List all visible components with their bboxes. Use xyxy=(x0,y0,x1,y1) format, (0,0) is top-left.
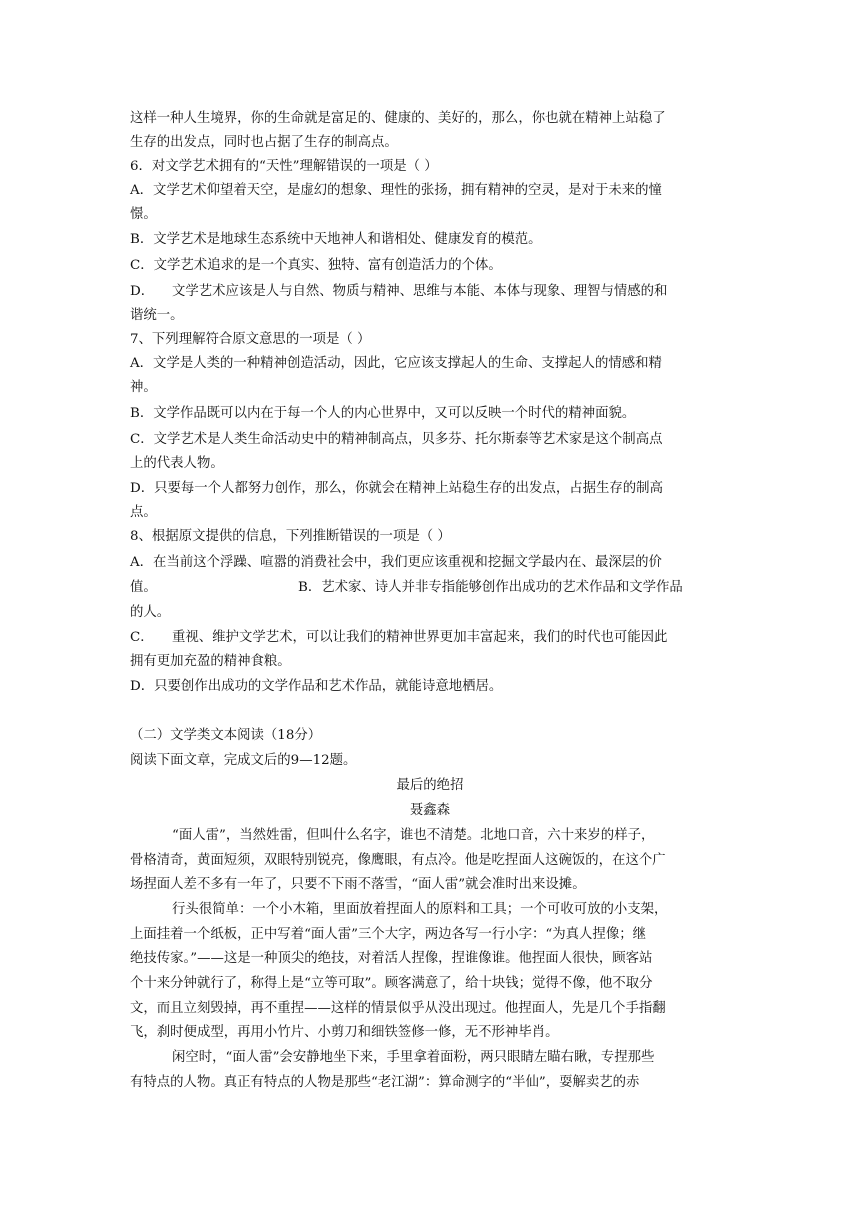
question-6: 6．对文学艺术拥有的“天性”理解错误的一项是（ ） xyxy=(130,159,438,174)
paragraph-line: 个十来分钟就行了，称得上是“立等可取”。顾客满意了，给十块钱；觉得不像，他不取分 xyxy=(130,976,653,991)
text-line: 这样一种人生境界，你的生命就是富足的、健康的、美好的，那么，你也就在精神上站稳了 xyxy=(130,111,666,126)
option-c-label: C． xyxy=(130,630,154,645)
option-d: D．只要每一个人都努力创作，那么，你就会在精神上站稳生存的出发点，占据生存的制高 xyxy=(130,481,663,496)
option-a: A．文学是人类的一种精神创造活动，因此，它应该支撑起人的生命、支撑起人的情感和精 xyxy=(130,356,662,371)
option-b: B．文学艺术是地球生态系统中天地神人和谐相处、健康发育的模范。 xyxy=(130,232,542,247)
option-d-cont: 谐统一。 xyxy=(130,308,184,323)
option-a: A．文学艺术仰望着天空，是虚幻的想象、理性的张扬，拥有精神的空灵，是对于未来的憧 xyxy=(130,183,662,198)
option-b-cont: 的人。 xyxy=(130,605,171,620)
paragraph-line: 有特点的人物。真正有特点的人物是那些“老江湖”：算命测字的“半仙”，耍解卖艺的赤 xyxy=(130,1075,640,1090)
option-c-cont: 拥有更加充盈的精神食粮。 xyxy=(130,654,291,669)
paragraph-line: 上面挂着一个纸板，正中写着“面人雷”三个大字，两边各写一行小字：“为真人捏像；继 xyxy=(130,927,646,942)
article-title: 最后的绝招 xyxy=(396,778,464,793)
article-author: 聂鑫森 xyxy=(409,803,451,818)
paragraph-line: 飞，刹时便成型，再用小竹片、小剪刀和细铁签修一修，无不形神毕肖。 xyxy=(130,1025,559,1040)
option-a-cont: 值。 xyxy=(130,580,157,595)
option-b: B．艺术家、诗人并非专指能够创作出成功的艺术作品和文学作品 xyxy=(298,580,683,595)
paragraph-line: 闲空时，“面人雷”会安静地坐下来，手里拿着面粉，两只眼睛左瞄右瞅，专捏那些 xyxy=(172,1050,655,1065)
section-heading: （二）文学类文本阅读（18分） xyxy=(130,728,322,743)
option-d-label: D． xyxy=(130,284,155,299)
option-d-cont: 点。 xyxy=(130,505,157,520)
option-a-cont: 神。 xyxy=(130,380,157,395)
option-a: A．在当前这个浮躁、喧嚣的消费社会中，我们更应该重视和挖掘文学最内在、最深层的价 xyxy=(130,555,662,570)
paragraph-line: “面人雷”，当然姓雷，但叫什么名字，谁也不清楚。北地口音，六十来岁的样子， xyxy=(172,828,655,843)
paragraph-line: 行头很简单：一个小木箱，里面放着捏面人的原料和工具；一个可收可放的小支架， xyxy=(172,902,668,917)
option-d: D．只要创作出成功的文学作品和艺术作品，就能诗意地栖居。 xyxy=(130,679,503,694)
text-line: 生存的出发点，同时也占据了生存的制高点。 xyxy=(130,135,398,150)
paragraph-line: 绝技传家。”——这是一种顶尖的绝技，对着活人捏像，捏谁像谁。他捏面人很快，顾客站 xyxy=(130,951,653,966)
option-c: C．文学艺术追求的是一个真实、独特、富有创造活力的个体。 xyxy=(130,258,502,273)
question-8: 8、根据原文提供的信息，下列推断错误的一项是（ ） xyxy=(130,529,451,544)
section-instruction: 阅读下面文章，完成文后的9—12题。 xyxy=(130,753,357,768)
option-c: C．文学艺术是人类生命活动史中的精神制高点，贝多芬、托尔斯泰等艺术家是这个制高点 xyxy=(130,432,663,447)
option-d: 文学艺术应该是人与自然、物质与精神、思维与本能、本体与现象、理智与情感的和 xyxy=(172,284,668,299)
option-b: B．文学作品既可以内在于每一个人的内心世界中，又可以反映一个时代的精神面貌。 xyxy=(130,406,636,421)
paragraph-line: 文，而且立刻毁掉，再不重捏——这样的情景似乎从没出现过。他捏面人，先是几个手指翻 xyxy=(130,1001,666,1016)
paragraph-line: 骨格清奇，黄面短须，双眼特别锐亮，像鹰眼，有点冷。他是吃捏面人这碗饭的，在这个广 xyxy=(130,853,666,868)
option-c: 重视、维护文学艺术，可以让我们的精神世界更加丰富起来，我们的时代也可能因此 xyxy=(172,630,668,645)
paragraph-line: 场捏面人差不多有一年了，只要不下雨不落雪，“面人雷”就会准时出来设摊。 xyxy=(130,877,586,892)
question-7: 7、下列理解符合原文意思的一项是（ ） xyxy=(130,332,371,347)
option-a-cont: 憬。 xyxy=(130,207,157,222)
option-c-cont: 上的代表人物。 xyxy=(130,456,224,471)
